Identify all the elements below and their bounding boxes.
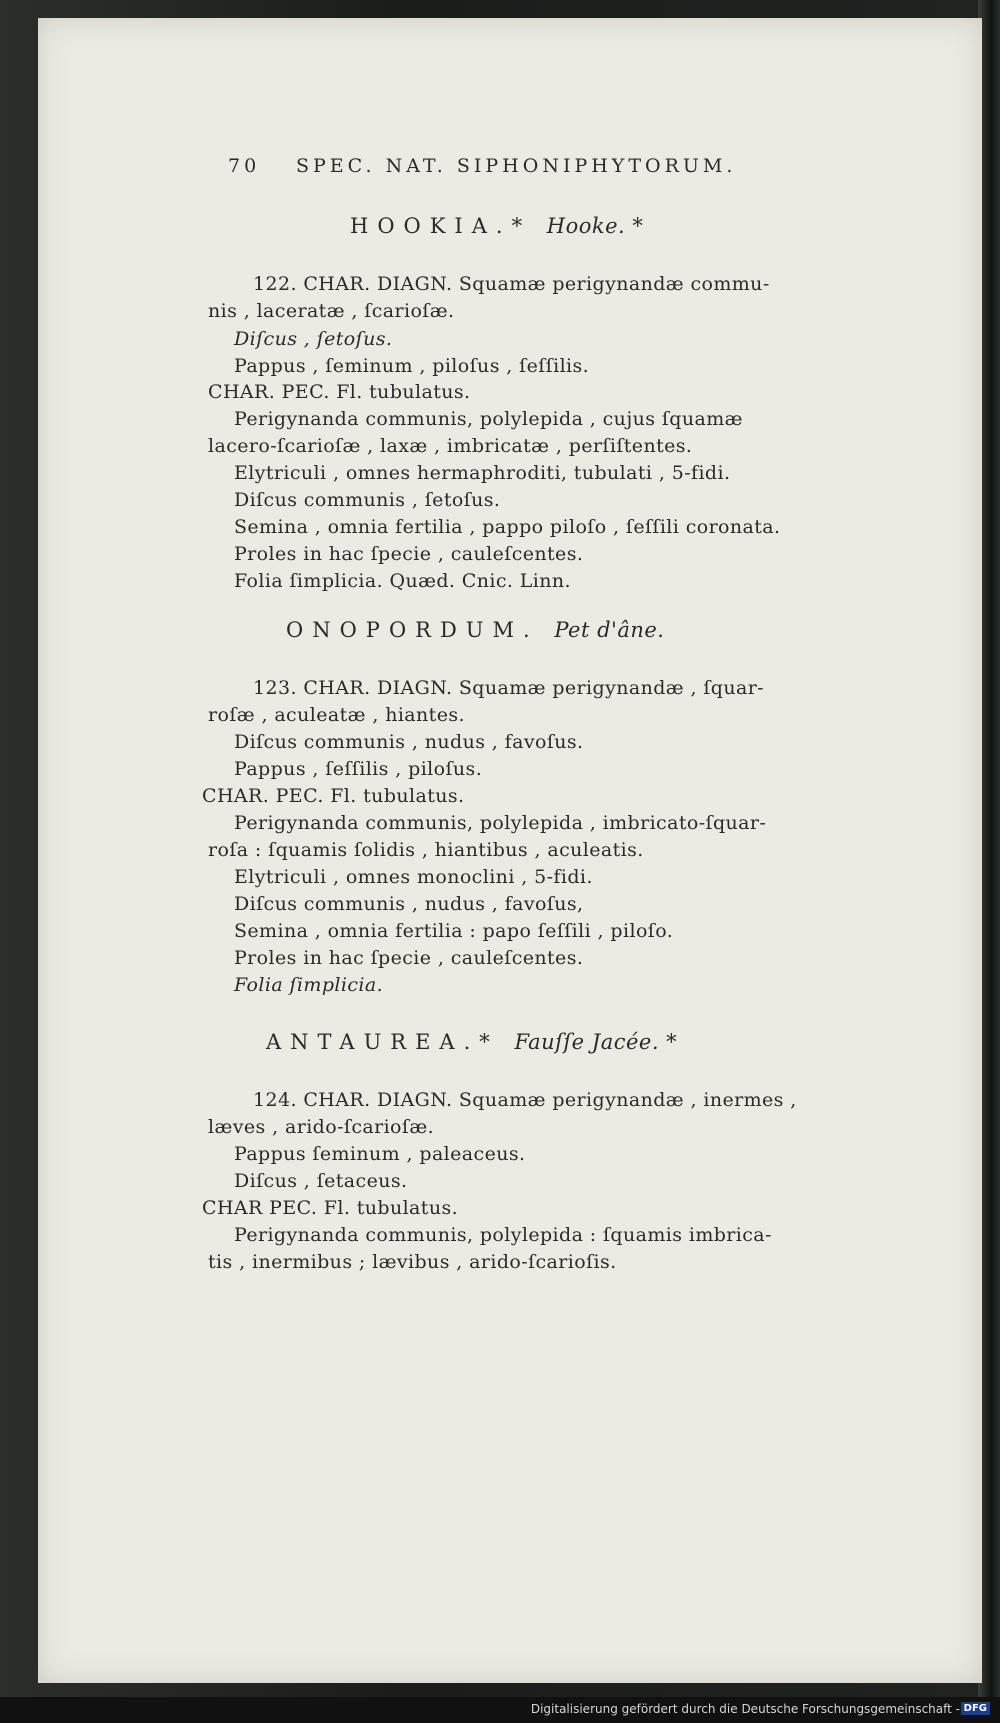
text-line: Folia ſimplicia. Quæd. Cnic. Linn. — [234, 570, 571, 592]
text-line: nis , laceratæ , ſcarioſæ. — [208, 300, 455, 322]
genus-french-name: Fauſſe Jacée. * — [514, 1030, 678, 1054]
funding-credit: Digitalisierung gefördert durch die Deutsche Forschungsgemeinschaft - — [530, 1702, 960, 1716]
text-line: Perigynanda communis, polylepida : ſquamis imbrica- — [234, 1224, 772, 1246]
genus-heading-antaurea — [266, 1030, 677, 1054]
footer-bar — [0, 1697, 1000, 1723]
text-line: lacero-ſcarioſæ , laxæ , imbricatæ , perſiſtentes. — [208, 435, 693, 457]
text-line: Folia ſimplicia. — [234, 974, 384, 996]
text-line: Perigynanda communis, polylepida , cujus ſquamæ — [234, 408, 743, 430]
text-line: 123. CHAR. DIAGN. Squamæ perigynandæ , ſquar- — [253, 677, 765, 699]
text-line: tis , inermibus ; lævibus , arido-ſcarioſis. — [208, 1251, 617, 1273]
text-line: Proles in hac ſpecie , cauleſcentes. — [234, 543, 584, 565]
text-line: Pappus ſeminum , paleaceus. — [234, 1143, 526, 1165]
genus-french-name: Pet d'âne. — [554, 618, 665, 642]
page-number: 70 — [228, 155, 261, 177]
dfg-logo: DFG — [961, 1702, 990, 1715]
text-line: Pappus , ſeminum , piloſus , ſeſſilis. — [234, 355, 590, 377]
text-line: Diſcus , ſetoſus. — [234, 328, 393, 350]
running-title: SPEC. NAT. SIPHONIPHYTORUM. — [296, 155, 737, 177]
text-line: Elytriculi , omnes hermaphroditi, tubulati , 5-fidi. — [234, 462, 731, 484]
genus-name: ANTAUREA.* — [266, 1030, 499, 1054]
genus-heading-hookia — [350, 214, 643, 238]
text-line: 124. CHAR. DIAGN. Squamæ perigynandæ , inermes , — [253, 1089, 797, 1111]
text-line: Semina , omnia fertilia : papo ſeſſili , piloſo. — [234, 920, 674, 942]
text-line: Diſcus communis , nudus , favoſus, — [234, 893, 584, 915]
text-line: roſa : ſquamis ſolidis , hiantibus , aculeatis. — [208, 839, 644, 861]
text-line: Proles in hac ſpecie , cauleſcentes. — [234, 947, 584, 969]
text-line: CHAR. PEC. Fl. tubulatus. — [208, 381, 471, 403]
genus-name: ONOPORDUM. — [286, 618, 539, 642]
genus-french-name: Hooke. * — [546, 214, 644, 238]
text-line: 122. CHAR. DIAGN. Squamæ perigynandæ commu- — [253, 273, 770, 295]
book-page — [38, 18, 982, 1683]
text-line: CHAR PEC. Fl. tubulatus. — [202, 1197, 459, 1219]
text-line: Diſcus communis , nudus , favoſus. — [234, 731, 584, 753]
text-line: Perigynanda communis, polylepida , imbricato-ſquar- — [234, 812, 767, 834]
text-line: Diſcus communis , ſetoſus. — [234, 489, 501, 511]
text-line: CHAR. PEC. Fl. tubulatus. — [202, 785, 465, 807]
page-text — [38, 18, 982, 1683]
text-line: roſæ , aculeatæ , hiantes. — [208, 704, 465, 726]
text-line: Semina , omnia fertilia , pappo piloſo , ſeſſili coronata. — [234, 516, 781, 538]
text-line: Pappus , ſeſſilis , piloſus. — [234, 758, 483, 780]
genus-heading-onopordum — [286, 618, 664, 642]
genus-name: HOOKIA.* — [350, 214, 532, 238]
text-line: læves , arido-ſcarioſæ. — [208, 1116, 435, 1138]
text-line: Elytriculi , omnes monoclini , 5-fidi. — [234, 866, 593, 888]
text-line: Diſcus , ſetaceus. — [234, 1170, 408, 1192]
